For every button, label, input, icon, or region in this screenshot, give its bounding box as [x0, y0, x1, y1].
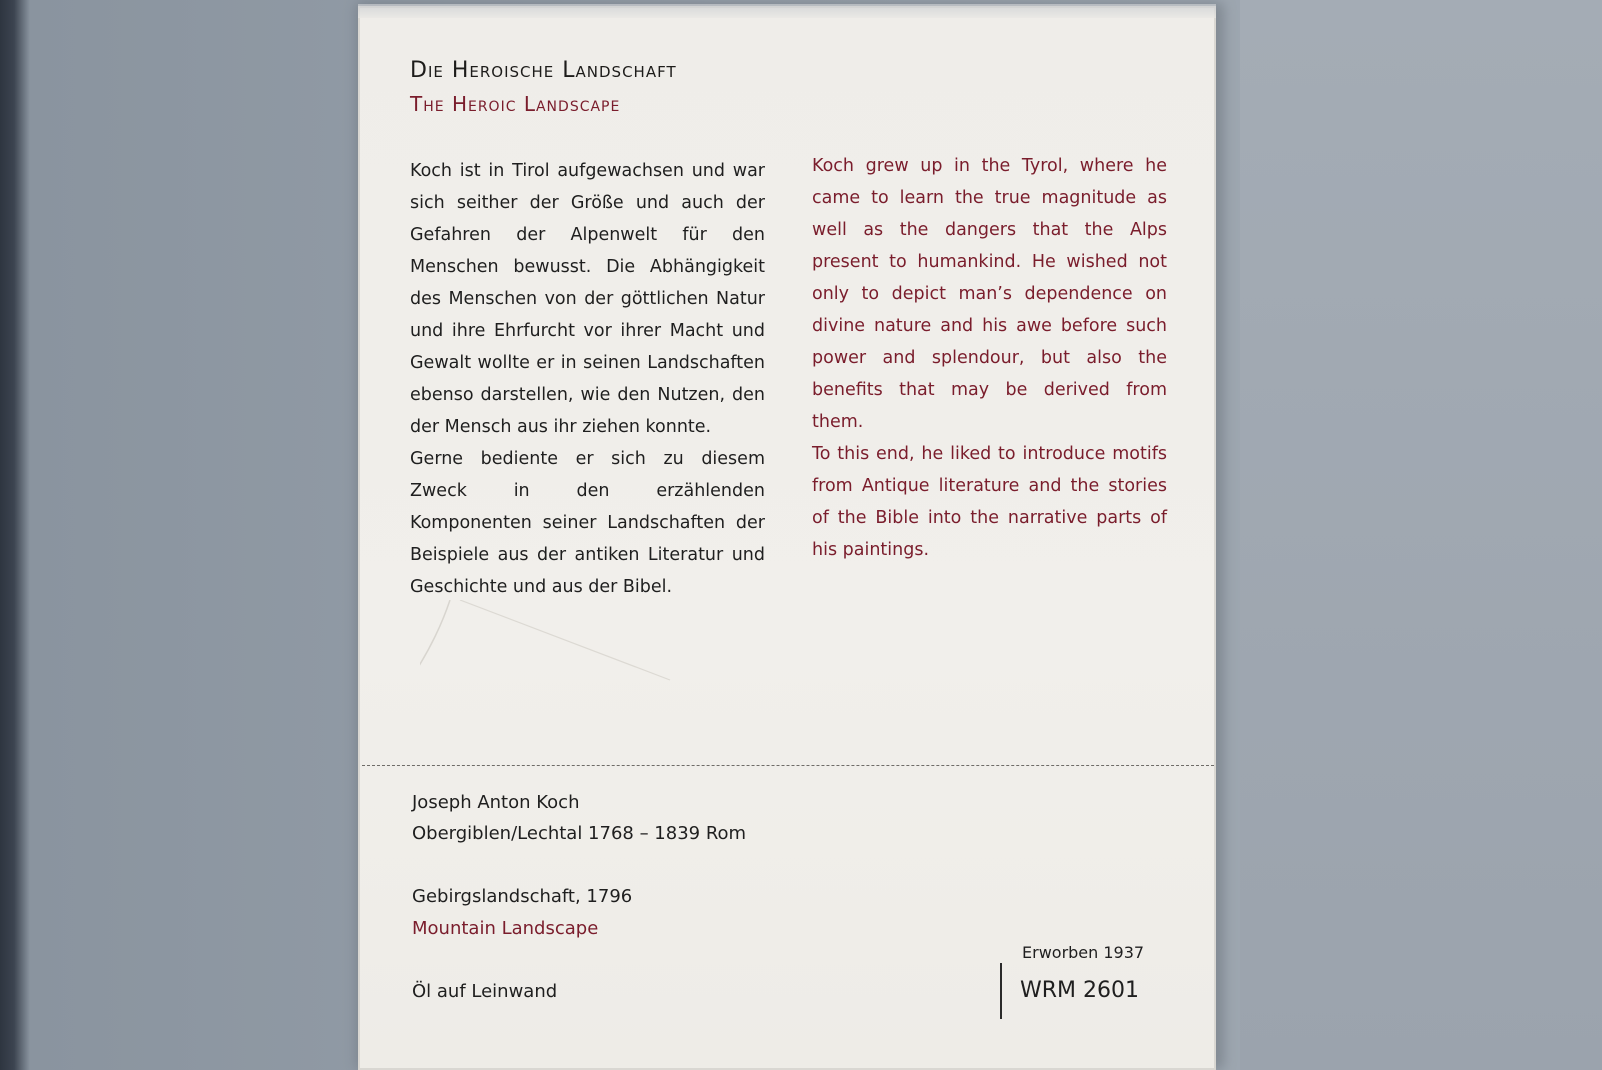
- title-german: Die Heroische Landschaft: [410, 58, 677, 83]
- acquisition-year: Erworben 1937: [1022, 943, 1145, 962]
- description-english-paragraph-2: To this end, he liked to introduce motifs from Antique literature and the stories of the Bible into the narrative parts of his paintings.: [812, 444, 1167, 560]
- artist-name: Joseph Anton Koch: [412, 792, 580, 813]
- wall-background: [1240, 0, 1602, 1070]
- description-german: [410, 155, 765, 603]
- inventory-number: WRM 2601: [1020, 978, 1140, 1003]
- description-english-paragraph-1: Koch grew up in the Tyrol, where he came to learn the true magnitude as well as the dangers that the Alps present to humankind. He wished not only to depict man’s dependence on divine nature and his awe before such power and splendour, but also the benefits that may be derived from them.: [812, 156, 1167, 432]
- title-english: The Heroic Landscape: [410, 92, 621, 116]
- description-english: [812, 150, 1167, 566]
- acquisition-rule: [1000, 963, 1002, 1019]
- description-german-paragraph-2: Gerne bediente er sich zu diesem Zweck in den erzählenden Komponenten seiner Landschaften der Beispiele aus der antiken Literatur und Geschichte und aus der Bibel.: [410, 449, 765, 597]
- description-german-paragraph-1: Koch ist in Tirol aufgewachsen und war sich seither der Größe und auch der Gefahren der Alpenwelt für den Menschen bewusst. Die Abhängigkeit des Menschen von der göttlichen Natur und ihre Ehrfurcht vor ihrer Macht und Gewalt wollte er in seinen Landschaften ebenso darstellen, wie den Nutzen, den der Mensch aus ihr ziehen konnte.: [410, 161, 765, 437]
- artwork-title-english: Mountain Landscape: [412, 918, 599, 939]
- surface-scratch: [420, 600, 680, 720]
- artwork-title-german: Gebirgslandschaft, 1796: [412, 886, 633, 907]
- section-divider: [362, 765, 1214, 766]
- plaque-sleeve-edge: [358, 4, 1216, 18]
- artist-lifespan: Obergiblen/Lechtal 1768 – 1839 Rom: [412, 823, 747, 844]
- artwork-medium: Öl auf Leinwand: [412, 981, 558, 1002]
